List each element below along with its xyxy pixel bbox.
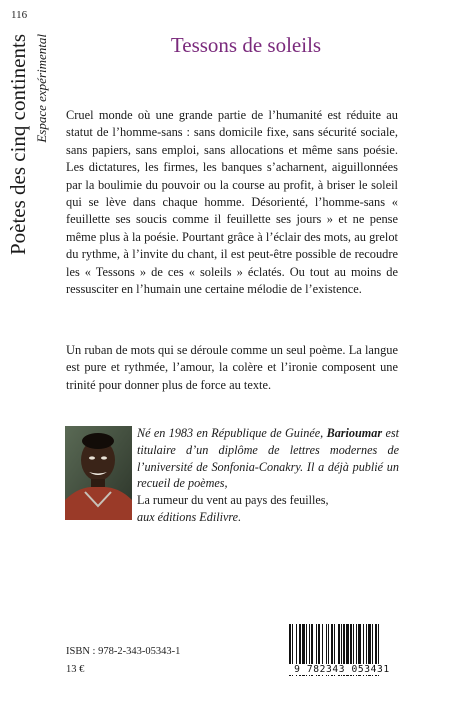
series-name: Poètes des cinq continents [6, 34, 30, 256]
page-number: 116 [11, 9, 28, 21]
author-portrait-image [65, 426, 132, 520]
author-bio [137, 425, 399, 526]
publisher: aux éditions Edilivre. [137, 509, 242, 524]
barcode-number: 9 782343 053431 [284, 664, 400, 675]
spine-text [4, 30, 64, 330]
bio-intro: Né en 1983 en République de Guinée, [137, 426, 324, 440]
summary-paragraph: Un ruban de mots qui se déroule comme un seul poème. La langue est pure et rythmée, l’amour, la colère et l’ironie composent une trinité pour donner plus de force au texte. [66, 343, 398, 392]
previous-book-title: La rumeur du vent au pays des feuilles, [137, 493, 329, 508]
collection-name: Espace expérimental [34, 34, 49, 143]
isbn: ISBN : 978-2-343-05343-1 [66, 646, 181, 657]
author-name: Barioumar [326, 426, 383, 440]
book-title: Tessons de soleils [170, 33, 322, 57]
bio-text: est titulaire d’un diplôme de lettres modernes de l’université de Sonfonia-Conakry. Il a déjà publié un recueil de poèmes, [137, 426, 399, 491]
summary-paragraph: Cruel monde où une grande partie de l’humanité est réduite au statut de l’homme-sans : sans domicile fixe, sans sécurité sociale, sans papiers, sans emploi, sans allocations et même sans poésie. Les dictatures, les firmes, les banques s’acharnent, aiguillonnées par la boulimie du pouvoir ou la course au profit, à briser le soleil qui se lève dans chaque homme. Désorienté, l’homme-sans « feuillette ses soucis comme il feuillette ses jours » et ne pense même plus à la poésie. Pourtant grâce à l’éclair des mots, au grelot du rythme, à l’invite du chant, il est peut-être possible de recoudre les « Tessons » de ces « soleils » éclatés. Ou tout au moins de ressusciter en l’humain une certaine mélodie de l’existence. [66, 108, 398, 297]
price: 13 € [66, 664, 85, 675]
author-photo [65, 426, 132, 520]
